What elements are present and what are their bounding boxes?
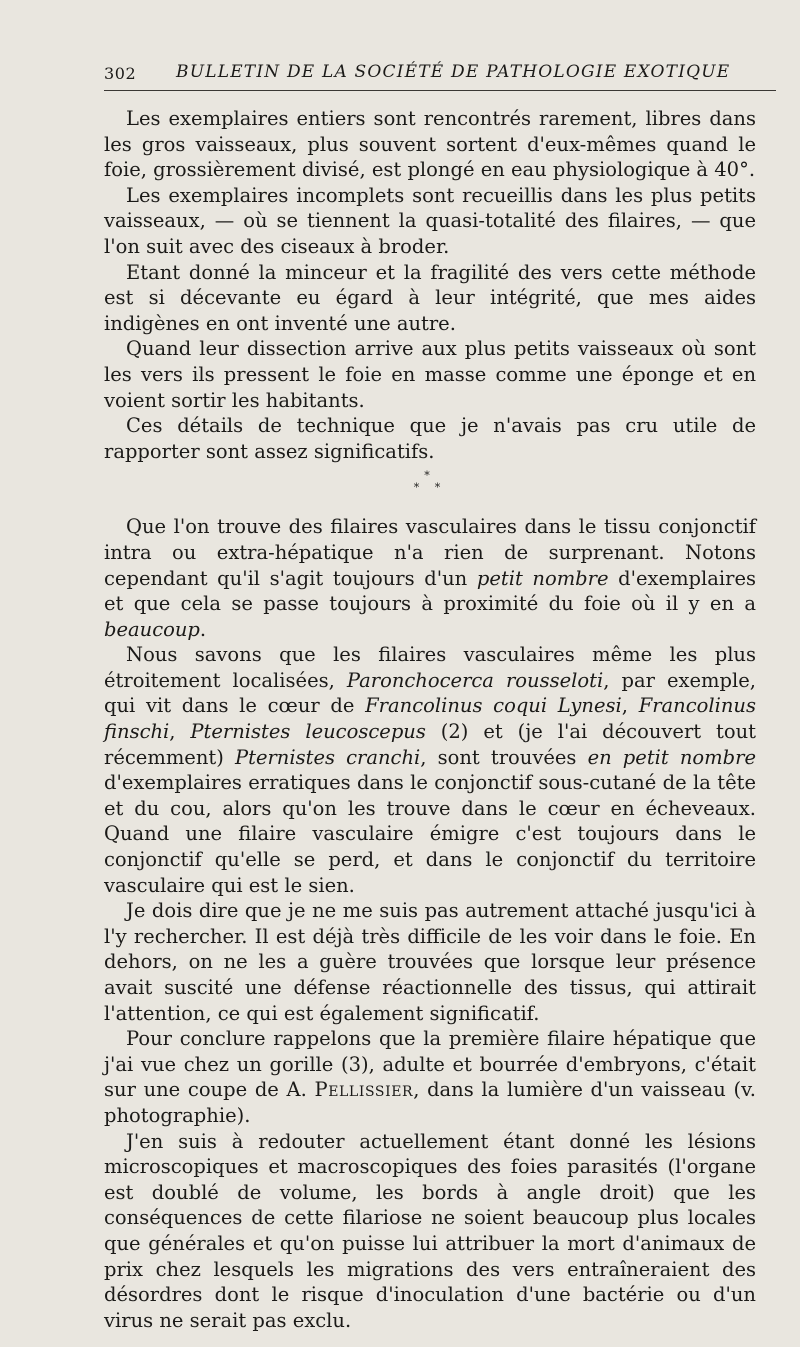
- text-run: , dans la lumière d'un vaisseau (v. photographie).: [104, 1078, 756, 1127]
- text-run: Nous savons que les filaires vasculaires même les plus étroitement localisées,: [104, 643, 756, 692]
- text-run: Pour conclure rappelons que la première filaire hépatique que j'ai vue chez un gorille (3), adulte et bourrée d'embryons, c'était sur une coupe de A.: [104, 1027, 756, 1102]
- paragraph-4: Quand leur dissection arrive aux plus petits vaisseaux où sont les vers ils pressent le foie en masse comme une éponge et en voient sortir les habitants.: [104, 337, 756, 412]
- species-name: Francolinus finschi: [104, 694, 756, 744]
- text-run: , sont trouvées: [420, 745, 588, 769]
- text-run: ,: [621, 694, 639, 718]
- species-name: Francolinus coqui Lynesi: [365, 694, 622, 718]
- article-body: [104, 106, 756, 1333]
- paragraph-6: [104, 514, 756, 642]
- header-rule: [104, 90, 776, 91]
- running-title: BULLETIN DE LA SOCIÉTÉ DE PATHOLOGIE EXOTIQUE: [176, 62, 731, 82]
- page-number: 302: [104, 64, 137, 83]
- paragraph-1: Les exemplaires entiers sont rencontrés rarement, libres dans les gros vaisseaux, plus souvent sortent d'eux-mêmes quand le foie, grossièrement divisé, est plongé en eau physiologique à 40°.: [104, 107, 756, 182]
- separator-stars-bottom: * *: [413, 481, 447, 495]
- paragraph-5: Ces détails de technique que je n'avais pas cru utile de rapporter sont assez significatifs.: [104, 414, 756, 463]
- author-name: Pellissier: [314, 1078, 414, 1102]
- text-run: Que l'on trouve des filaires vasculaires dans le tissu conjonctif intra ou extra-hépatique n'a rien de surprenant. Notons cependant qu'il s'agit toujours d'un: [104, 515, 756, 590]
- paragraph-2: Les exemplaires incomplets sont recueillis dans les plus petits vaisseaux, — où se tiennent la quasi-totalité des filaires, — que l'on suit avec des ciseaux à broder.: [104, 183, 756, 258]
- paragraph-9: [104, 1026, 756, 1128]
- paragraph-7: [104, 642, 756, 898]
- text-run: .: [199, 617, 207, 641]
- paragraph-10: J'en suis à redouter actuellement étant donné les lésions microscopiques et macroscopiques des foies parasités (l'organe est doublé de volume, les bords à angle droit) que les conséquences de cette filariose ne soient beaucoup plus locales que générales et qu'on puisse lui attribuer la mort d'animaux de prix chez lesquels les migrations des vers entraîneraient des désordres dont le risque d'inoculation d'une bactérie ou d'un virus ne serait pas exclu.: [104, 1129, 756, 1332]
- emphasis: beaucoup: [104, 617, 200, 641]
- species-name: Paronchocerca rousseloti: [346, 668, 604, 692]
- section-separator: [104, 470, 756, 494]
- text-run: , par exemple, qui vit dans le cœur de: [104, 668, 756, 718]
- text-run: (2) et (je l'ai découvert tout récemment): [104, 720, 756, 769]
- text-run: ,: [169, 720, 191, 744]
- separator-star-top: *: [424, 469, 436, 483]
- species-name: Pternistes cranchi: [234, 745, 421, 769]
- text-run: d'exemplaires erratiques dans le conjonctif sous-cutané de la tête et du cou, alors qu'on les trouve dans le cœur en écheveaux. Quand une filaire vasculaire émigre c'est toujours dans le conjonctif qu'elle se perd, et dans le conjonctif du territoire vasculaire qui est le sien.: [104, 771, 756, 897]
- species-name: Pternistes leucoscepus: [190, 720, 426, 744]
- paragraph-8: Je dois dire que je ne me suis pas autrement attaché jusqu'ici à l'y rechercher. Il est déjà très difficile de les voir dans le foie. En dehors, on ne les a guère trouvées que lorsque leur présence avait suscité une défense réactionnelle des tissus, qui attirait l'attention, ce qui est également significatif.: [104, 899, 756, 1025]
- paragraph-3: Etant donné la minceur et la fragilité des vers cette méthode est si décevante eu égard à leur intégrité, que mes aides indigènes en ont inventé une autre.: [104, 260, 756, 335]
- text-run: d'exemplaires et que cela se passe toujours à proximité du foie où il y en a: [104, 566, 757, 616]
- emphasis: en petit nombre: [587, 745, 756, 769]
- emphasis: petit nombre: [476, 566, 609, 590]
